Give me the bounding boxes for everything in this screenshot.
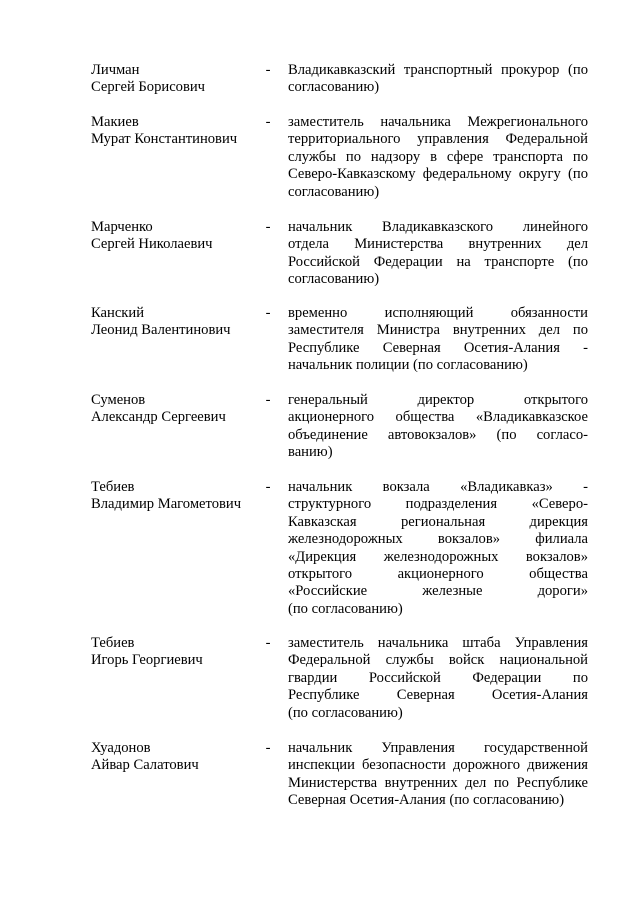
position-line: Кавказская региональная дирекция: [288, 513, 588, 530]
member-given-names: Леонид Валентинович: [91, 322, 231, 339]
member-name: [91, 219, 261, 254]
position-line: временно исполняющий обязанности: [288, 305, 588, 321]
member-name: [91, 479, 261, 514]
member-surname: Хуадонов: [91, 740, 151, 756]
member-surname: Макиев: [91, 114, 139, 130]
position-line: Федеральной службы войск национальной: [288, 652, 588, 669]
position-line: (по согласованию): [288, 704, 403, 721]
position-line: Северо-Кавказскому федеральному округу (по: [288, 166, 588, 183]
position-line: (по согласованию): [288, 600, 403, 617]
dash-separator: -: [265, 62, 271, 78]
position-line: начальник Управления государственной: [288, 740, 588, 756]
position-line: Российской Федерации на транспорте (по: [288, 253, 588, 270]
member-position: [288, 219, 588, 289]
member-surname: Марченко: [91, 219, 153, 235]
position-line: Республике Северная Осетия-Алания: [288, 687, 588, 704]
position-line: объединение автовокзалов» (по согласо-: [288, 426, 588, 443]
member-name: [91, 392, 261, 427]
member-position: [288, 114, 588, 201]
member-given-names: Александр Сергеевич: [91, 409, 226, 426]
position-line: открытого акционерного общества: [288, 566, 588, 583]
member-surname: Тебиев: [91, 635, 135, 651]
position-line: начальник Владикавказского линейного: [288, 219, 588, 235]
position-line: заместитель начальника Межрегионального: [288, 114, 588, 130]
member-given-names: Игорь Георгиевич: [91, 652, 203, 669]
position-line: Республике Северная Осетия-Алания -: [288, 339, 588, 356]
member-given-names: Айвар Салатович: [91, 757, 199, 774]
dash-separator: -: [265, 114, 271, 130]
position-line: генеральный директор открытого: [288, 392, 588, 408]
member-given-names: Владимир Магометович: [91, 496, 242, 513]
member-given-names: Мурат Константинович: [91, 131, 238, 148]
dash-separator: -: [265, 479, 271, 495]
position-line: железнодорожных вокзалов» филиала: [288, 531, 588, 548]
dash-separator: -: [265, 219, 271, 235]
member-name: [91, 114, 261, 149]
position-line: согласованию): [288, 271, 380, 288]
position-line: территориального управления Федеральной: [288, 131, 588, 148]
position-line: инспекции безопасности дорожного движения: [288, 757, 588, 774]
member-surname: Личман: [91, 62, 140, 78]
member-name: [91, 62, 261, 97]
position-line: Министерства внутренних дел по Республике: [288, 774, 588, 791]
position-line: гвардии Российской Федерации по: [288, 669, 588, 686]
position-line: начальник вокзала «Владикавказ» -: [288, 479, 588, 495]
member-surname: Тебиев: [91, 479, 135, 495]
position-line: Северная Осетия-Алания (по согласованию): [288, 792, 565, 809]
dash-separator: -: [265, 392, 271, 408]
position-line: «Российские железные дороги»: [288, 583, 588, 600]
position-line: согласованию): [288, 183, 380, 200]
position-line: структурного подразделения «Северо-: [288, 496, 588, 513]
position-line: отдела Министерства внутренних дел: [288, 236, 588, 253]
position-line: ванию): [288, 444, 333, 461]
member-position: [288, 740, 588, 810]
position-line: согласованию): [288, 79, 380, 96]
member-given-names: Сергей Борисович: [91, 79, 206, 96]
member-name: [91, 635, 261, 670]
member-surname: Канский: [91, 305, 145, 321]
member-position: [288, 479, 588, 618]
position-line: акционерного общества «Владикавказское: [288, 409, 588, 426]
member-surname: Суменов: [91, 392, 146, 408]
dash-separator: -: [265, 635, 271, 651]
member-name: [91, 305, 261, 340]
member-position: [288, 305, 588, 375]
position-line: заместителя Министра внутренних дел по: [288, 322, 588, 339]
dash-separator: -: [265, 305, 271, 321]
position-line: заместитель начальника штаба Управления: [288, 635, 588, 651]
member-name: [91, 740, 261, 775]
member-position: [288, 62, 588, 97]
position-line: начальник полиции (по согласованию): [288, 357, 528, 374]
position-line: Владикавказский транспортный прокурор (по: [288, 62, 588, 78]
position-line: «Дирекция железнодорожных вокзалов»: [288, 548, 588, 565]
dash-separator: -: [265, 740, 271, 756]
member-position: [288, 635, 588, 722]
member-given-names: Сергей Николаевич: [91, 236, 213, 253]
member-position: [288, 392, 588, 462]
position-line: службы по надзору в сфере транспорта по: [288, 148, 588, 165]
